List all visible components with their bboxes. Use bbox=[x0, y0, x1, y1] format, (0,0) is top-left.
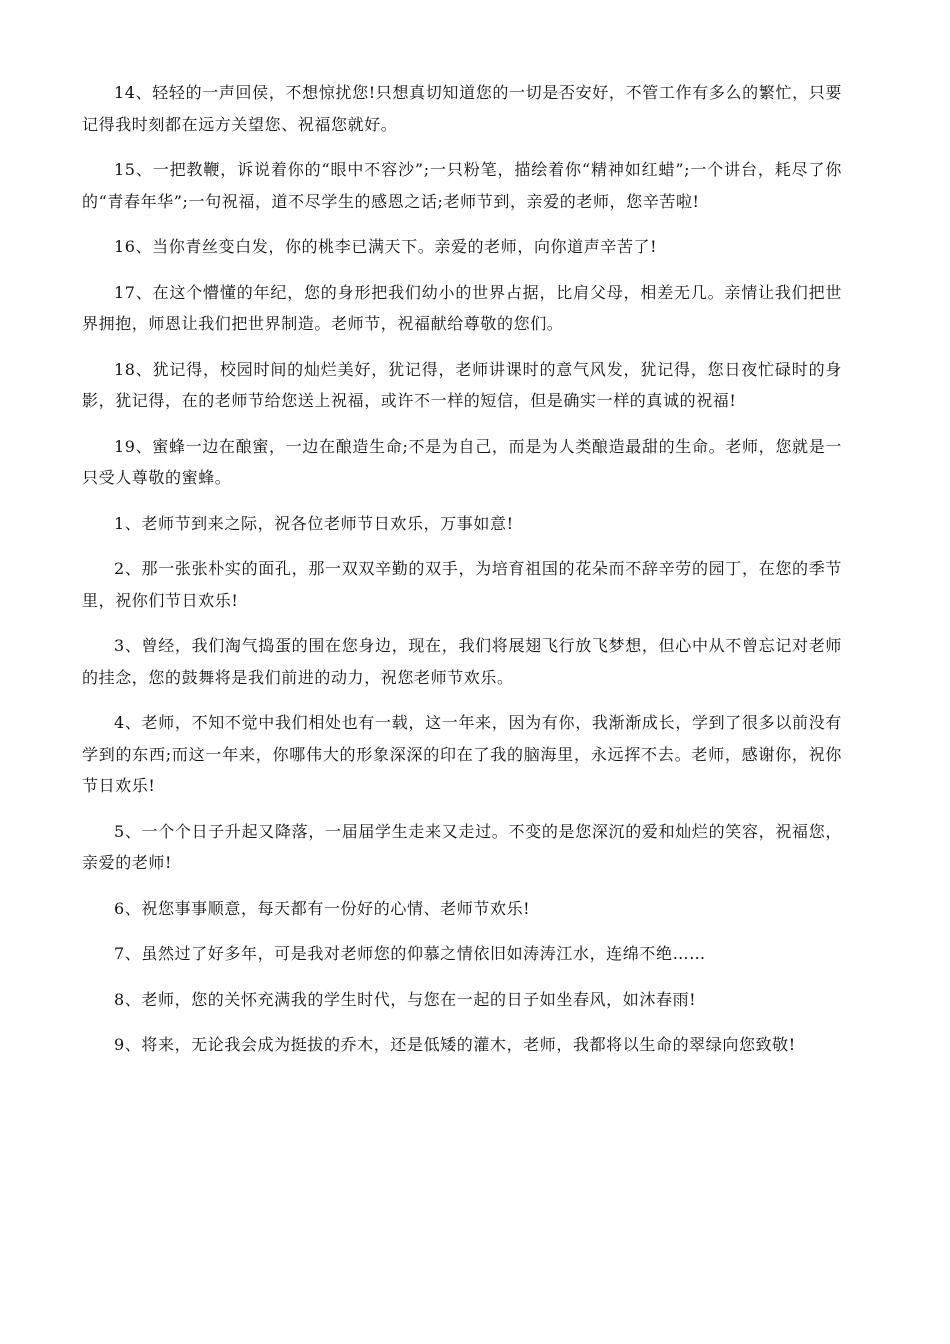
paragraph-14: 14、轻轻的一声回侯，不想惊扰您!只想真切知道您的一切是否安好，不管工作有多么的繁忙，只要记得我时刻都在远方关望您、祝福您就好。 bbox=[82, 83, 842, 134]
paragraph-6: 6、祝您事事顺意，每天都有一份好的心情、老师节欢乐! bbox=[114, 898, 531, 918]
paragraph-8: 8、老师，您的关怀充满我的学生时代，与您在一起的日子如坐春风，如沐春雨! bbox=[114, 989, 697, 1009]
paragraph-9: 9、将来，无论我会成为挺拔的乔木，还是低矮的灌木，老师，我都将以生命的翠绿向您致敬! bbox=[114, 1035, 796, 1054]
paragraph-4: 4、老师，不知不觉中我们相处也有一载，这一年来，因为有你，我渐渐成长，学到了很多以前没有学到的东西;而这一年来，你哪伟大的形象深深的印在了我的脑海里，永远挥不去。老师，感谢你，祝你节日欢乐! bbox=[82, 713, 842, 795]
paragraph-2: 2、那一张张朴实的面孔，那一双双辛勤的双手，为培育祖国的花朵而不辞辛劳的园丁，在您的季节里，祝你们节日欢乐! bbox=[82, 559, 842, 610]
paragraph-1: 1、老师节到来之际，祝各位老师节日欢乐，万事如意! bbox=[114, 513, 514, 533]
paragraph-5: 5、一个个日子升起又降落，一届届学生走来又走过。不变的是您深沉的爱和灿烂的笑容，祝福您，亲爱的老师! bbox=[82, 821, 842, 872]
paragraph-18: 18、犹记得，校园时间的灿烂美好，犹记得，老师讲课时的意气风发，犹记得，您日夜忙碌时的身影，犹记得，在的老师节给您送上祝福，或许不一样的短信，但是确实一样的真诚的祝福! bbox=[82, 359, 842, 410]
paragraph-15: 15、一把教鞭，诉说着你的“眼中不容沙”;一只粉笔，描绘着你“精神如红蜡”;一个讲台，耗尽了你的“青春年华”;一句祝福，道不尽学生的感恩之话;老师节到，亲爱的老师，您辛苦啦! bbox=[82, 160, 842, 211]
paragraph-7: 7、虽然过了好多年，可是我对老师您的仰慕之情依旧如涛涛江水，连绵不绝…… bbox=[114, 944, 706, 963]
paragraph-19: 19、蜜蜂一边在酿蜜，一边在酿造生命;不是为自己，而是为人类酿造最甜的生命。老师，您就是一只受人尊敬的蜜蜂。 bbox=[82, 436, 842, 487]
paragraph-16: 16、当你青丝变白发，你的桃李已满天下。亲爱的老师，向你道声辛苦了! bbox=[114, 237, 658, 256]
paragraph-17: 17、在这个懵懂的年纪，您的身形把我们幼小的世界占据，比肩父母，相差无几。亲情让我们把世界拥抱，师恩让我们把世界制造。老师节，祝福献给尊敬的您们。 bbox=[82, 282, 842, 333]
paragraph-3: 3、曾经，我们淘气捣蛋的围在您身边，现在，我们将展翅飞行放飞梦想，但心中从不曾忘记对老师的挂念，您的鼓舞将是我们前进的动力，祝您老师节欢乐。 bbox=[82, 636, 842, 687]
document-body bbox=[82, 77, 842, 1075]
